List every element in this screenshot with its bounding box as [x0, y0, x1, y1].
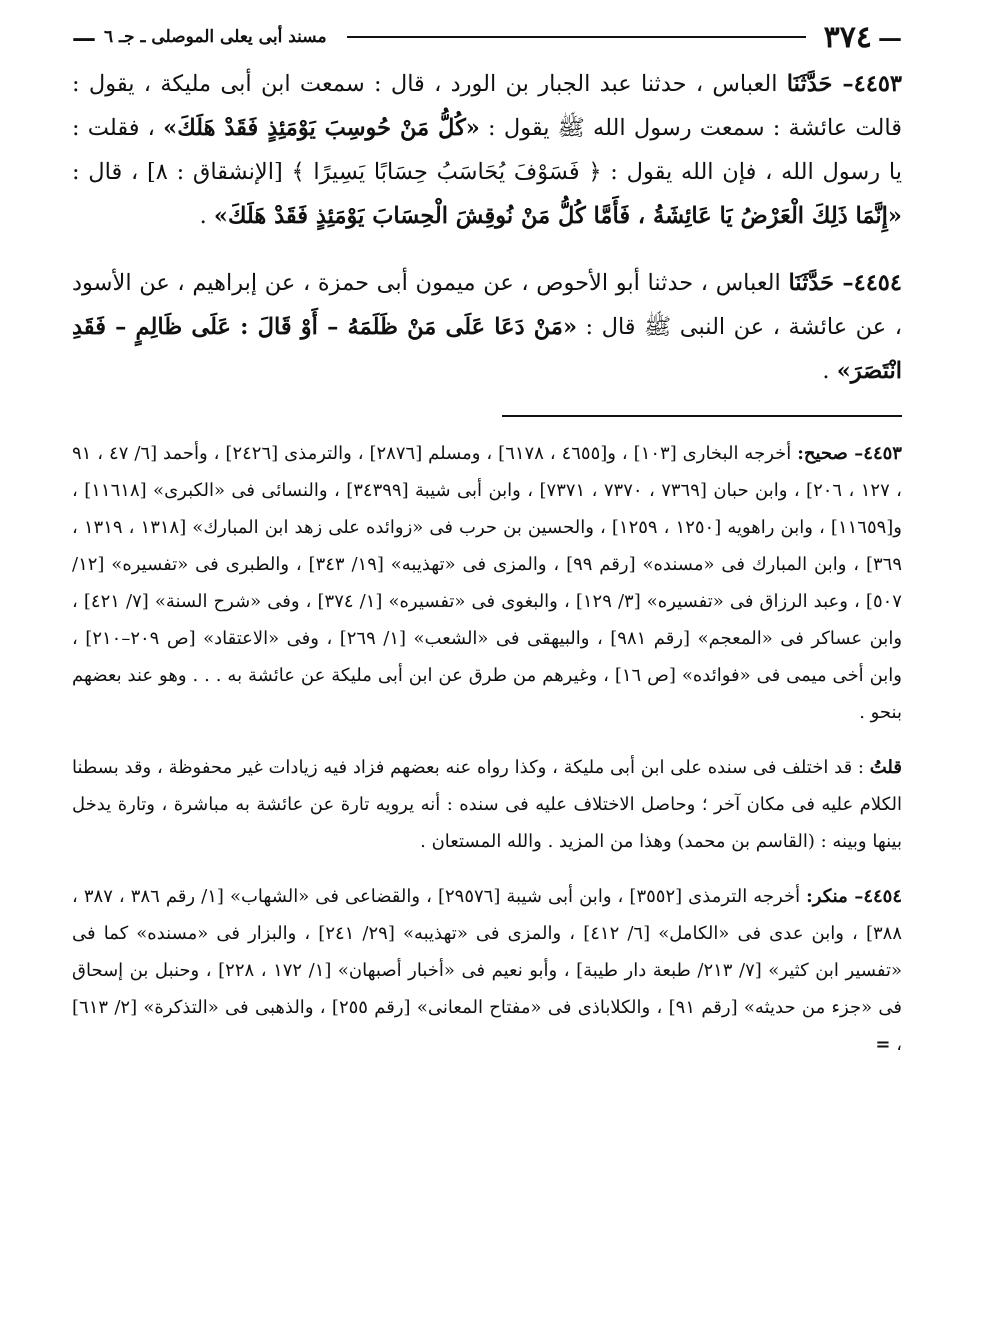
- header-dash-left: —: [72, 22, 96, 52]
- page: [72, 18, 902, 1318]
- hadith-keyword: – حَدَّثَنَا: [788, 269, 854, 296]
- header-dash-right: —: [878, 22, 902, 52]
- footnote-label: ٤٤٥٤– منكر:: [806, 886, 902, 907]
- page-number: ٣٧٤: [823, 19, 872, 55]
- matn-2: «إِنَّمَا ذَلِكَ الْعَرْضُ يَا عَائِشَةُ ، فَأَمَّا كُلُّ مَنْ نُوقِشَ الْحِسَابَ يَوْمَئِذٍ فَقَدْ هَلَكَ»: [213, 203, 902, 229]
- running-title: مسند أبى يعلى الموصلى ـ جـ ٦: [104, 27, 327, 47]
- hadith-end: .: [199, 203, 214, 229]
- matn: «مَنْ دَعَا عَلَى مَنْ ظَلَمَهُ – أَوْ قَالَ : عَلَى ظَالِمٍ – فَقَدِ انْتَصَرَ»: [72, 313, 902, 384]
- footnote-qultu: [72, 749, 902, 860]
- hadith-number: ٤٤٥٤: [853, 269, 902, 296]
- footnote-text: أخرجه الترمذى [٣٥٥٢] ، وابن أبى شيبة [٢٩٥٧٦] ، والقضاعى فى «الشهاب» [١/ رقم ٣٨٦ ، ٣٨٧ ، ٣٨٨] ، وابن عدى فى «الكامل» [٦/ ٤١٢] ، والمزى فى «تهذيبه» [٢٩/ ٢٤١] ، والبزار فى «مسنده» كما فى «تفسير ابن كثير» [٧/ ٢١٣/ طبعة دار طيبة] ، وأبو نعيم فى «أخبار أصبهان» [١/ ١٧٢ ، ٢٢٨] ، وحنبل بن إسحاق فى «جزء من حديثه» [رقم ٩١] ، والكلاباذى فى «مفتاح المعانى» [رقم ٢٥٥] ، والذهبى فى «التذكرة» [٢/ ٦١٣] ،: [72, 886, 903, 1055]
- footnote-4454: [72, 878, 902, 1063]
- hadith-keyword: – حَدَّثَنَا: [786, 71, 854, 97]
- hadith-text: ، فقلت : يا رسول الله ، فإن الله يقول :: [72, 115, 902, 185]
- isnad-text: العباس ، حدثنا عبد الجبار بن الورد ، قال : سمعت ابن أبى مليكة ، يقول : قالت عائشة : سمعت رسول الله ﷺ يقول :: [72, 71, 902, 141]
- footnote-text: : قد اختلف فى سنده على ابن أبى مليكة ، وكذا رواه عنه بعضهم فزاد فيه زيادات غير محفوظة ، وقد بسطنا الكلام عليه فى مكان آخر ؛ وحاصل الاختلاف عليه فى سنده : أنه يرويه تارة عن عائشة به مباشرة ، وتارة يدخل بينها وبينه : (القاسم بن محمد) وهذا من المزيد . والله المستعان .: [72, 757, 902, 852]
- hadith-4453: [72, 62, 902, 238]
- page-header: [72, 18, 902, 56]
- header-rule: [347, 36, 806, 38]
- footnote-label: قلتُ: [869, 757, 902, 778]
- footnote-divider: [502, 415, 902, 417]
- footnote-label: ٤٤٥٣– صحيح:: [797, 443, 902, 464]
- footnote-text: أخرجه البخارى [١٠٣] ، و[٤٦٥٥ ، ٦١٧٨] ، ومسلم [٢٨٧٦] ، والترمذى [٢٤٢٦] ، وأحمد [٦/ ٤٧ ، ٩١ ، ١٢٧ ، ٢٠٦] ، وابن حبان [٧٣٦٩ ، ٧٣٧٠ ، ٧٣٧١] ، وابن أبى شيبة [٣٤٣٩٩] ، والنسائى فى «الكبرى» [١١٦١٨] ، و[١١٦٥٩] ، وابن راهويه [١٢٥٠ ، ١٢٥٩] ، والحسين بن حرب فى «زوائده على زهد ابن المبارك» [١٣١٨ ، ١٣١٩ ، ٣٦٩] ، وابن المبارك فى «مسنده» [رقم ٩٩] ، والمزى فى «تهذيبه» [١٩/ ٣٤٣] ، والطبرى فى «تفسيره» [١٢/ ٥٠٧] ، وعبد الرزاق فى «تفسيره» [٣/ ١٢٩] ، والبغوى فى «تفسيره» [١/ ٣٧٤] ، وفى «شرح السنة» [٧/ ٤٢١] ، وابن عساكر فى «المعجم» [رقم ٩٨١] ، والبيهقى فى «الشعب» [١/ ٢٦٩] ، وفى «الاعتقاد» [ص ٢٠٩–٢١٠] ، وابن أخى ميمى فى «فوائده» [ص ١٦] ، وغيرهم من طرق عن ابن أبى مليكة عن عائشة به . . . وهو عند بعضهم بنحو .: [72, 443, 903, 723]
- isnad-text: العباس ، حدثنا أبو الأحوص ، عن ميمون أبى حمزة ، عن إبراهيم ، عن الأسود ، عن عائشة ، عن النبى ﷺ قال :: [72, 269, 902, 340]
- footnote-4453: [72, 435, 902, 731]
- continuation-mark: =: [875, 1034, 891, 1055]
- quran-verse: ﴿ فَسَوْفَ يُحَاسَبُ حِسَابًا يَسِيرًا ﴾: [291, 159, 602, 185]
- hadith-number: ٤٤٥٣: [853, 71, 902, 97]
- matn-1: «كُلُّ مَنْ حُوسِبَ يَوْمَئِذٍ فَقَدْ هَلَكَ»: [163, 115, 480, 141]
- hadith-end: .: [822, 357, 837, 384]
- hadith-text: [الإنشقاق : ٨] ، قال :: [72, 159, 292, 185]
- hadith-4454: [72, 261, 902, 393]
